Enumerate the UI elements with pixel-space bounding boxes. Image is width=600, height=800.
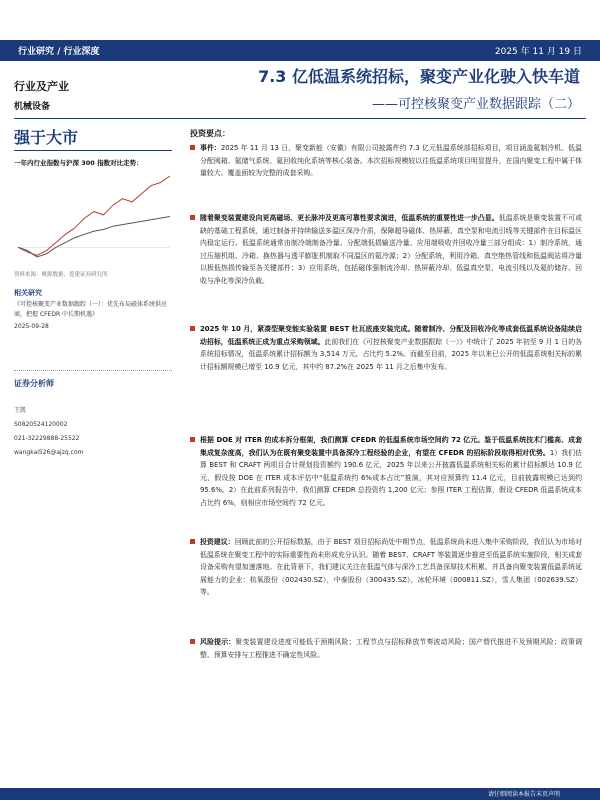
analyst-heading: 证券分析师 bbox=[14, 379, 54, 388]
point-bold: 2025 年 10 月，紧凑型聚变能实验装置 BEST 杜瓦底座安装完成。随着制冷、分配及回收冷化等成套低温系统设备陆续启动招标，低温系统正成为重点采购领域。 bbox=[200, 325, 582, 346]
bullet-icon bbox=[190, 539, 195, 544]
analyst-name: 王凯 bbox=[14, 407, 27, 414]
chart-title: 一年内行业指数与沪深 300 指数对比走势： bbox=[14, 159, 143, 167]
analyst-divider bbox=[14, 370, 172, 371]
footer-disclaimer: 请仔细阅读本报告末页声明 bbox=[487, 791, 560, 798]
header-bar bbox=[0, 40, 600, 61]
report-title: 7.3 亿低温系统招标，聚变产业化驶入快车道 bbox=[258, 67, 580, 86]
point-investment-advice bbox=[190, 536, 582, 599]
series-line-1 bbox=[18, 217, 170, 258]
analyst-cert: S0820524120002 bbox=[14, 421, 68, 428]
point-importance bbox=[190, 212, 582, 287]
point-bold: 根据 DOE 对 ITER 的成本拆分框架，我们测算 CFEDR 的低温系统市场空间约 72 亿元。鉴于低温系统技术门槛高、成套集成复杂度高，我们认为在既有聚变装置中具备深冷工程经验的企业，有望在 CFEDR 的招标阶段取得相对优势。 bbox=[200, 436, 582, 457]
point-text: 此前我们在《可控核聚变产业数据跟踪（一）》中统计了 2025 年初至 9 月 1 日的各系统招标情况，低温系统累计招标额为 3,514 万元，占比约 5.2%。而截至目前，2025 年以来已公开的低温系统相关标的累计招标额规模已增至 10.9 亿元，其中约 87.2%在 2025 年 11 月之后集中发布。 bbox=[200, 337, 582, 371]
title-divider bbox=[14, 118, 586, 119]
sub-industry-label: 机械设备 bbox=[14, 102, 51, 112]
bullet-icon bbox=[190, 326, 195, 331]
bullet-icon bbox=[190, 437, 195, 442]
index-comparison-chart bbox=[14, 170, 174, 265]
point-risk bbox=[190, 636, 582, 661]
point-bold: 随着聚变装置建设向更高磁场、更长脉冲及更高可靠性要求演进，低温系统的重要性进一步凸显。 bbox=[200, 214, 499, 222]
analyst-phone: 021-32229888-25522 bbox=[14, 435, 80, 442]
key-points-heading: 投资要点： bbox=[190, 129, 230, 138]
point-bold: 投资建议： bbox=[200, 538, 235, 546]
point-bold: 风险提示： bbox=[200, 638, 236, 646]
point-text: 2025 年 11 月 13 日，聚变新能（安徽）有限公司披露件约 7.3 亿元低温系统部招标项目，项目涵盖氦制冷机、低温分配阀箱、氦储气系统、氦回收纯化系统等核心装备。本次招标规模较以往低温系统项目明显提升，在国内聚变工程中属于体量较大、覆盖面较为完整的成套采购。 bbox=[200, 144, 583, 177]
related-heading: 相关研究 bbox=[14, 289, 42, 297]
point-best-progress bbox=[190, 323, 582, 373]
bullet-icon bbox=[190, 639, 195, 644]
industry-label: 行业及产业 bbox=[14, 80, 69, 93]
bullet-icon bbox=[190, 215, 195, 220]
report-date: 2025 年 11 月 19 日 bbox=[494, 47, 582, 57]
point-event bbox=[190, 142, 582, 180]
related-report[interactable]: 《可控核聚变产业数据跟踪（一）：优先布局磁体系统供应商，把握 CFEDR 中长期机遇》 bbox=[14, 301, 168, 318]
bullet-icon bbox=[190, 145, 195, 150]
series-line-0 bbox=[18, 176, 170, 255]
related-date: 2025-09-28 bbox=[14, 323, 49, 330]
point-market-size bbox=[190, 434, 582, 509]
rating: 强于大市 bbox=[14, 128, 79, 147]
chart-source: 资料来源：聚源数据，爱建证券研究所 bbox=[14, 272, 108, 278]
point-text: 低温系统是聚变装置不可或缺的基础工程系统，通过制备并持续输送多温区深冷介质，保障超导磁体、热屏蔽、真空泵和电流引线等关键部件在目标温区内稳定运行。低温系统通常由制冷端制备冷量、分配端低损输送冷量、应用端吸收并回收冷量三部分组成：1）制冷系统，通过压缩机组、冷箱、换热器与透平膨胀机制取不同温区的氦冷源；2）分配系统，利用冷箱、真空绝热管线和低温阀站将冷量以极低热损传输至各关键部件；3）应用系统，包括磁体强制流冷却、热屏蔽冷却、低温真空泵、电流引线以及氦的储存、回收与净化等深冷负载。 bbox=[200, 214, 583, 285]
report-type: 行业研究 / 行业深度 bbox=[18, 47, 100, 57]
point-bold: 事件： bbox=[200, 144, 221, 152]
analyst-email[interactable]: wangkai526@ajzq.com bbox=[14, 449, 84, 456]
report-subtitle: ——可控核聚变产业数据跟踪（二） bbox=[371, 97, 580, 112]
point-text: 1）我们估算 BEST 和 CRAFT 两项目合计规划投资额约 190.6 亿元，2025 年以来公开披露低温系统相关标的累计招标额达 10.9 亿元，假设按 DOE 在 ITER 成本评估中“低温系统约 6%成本占比”推演，其对应预算约 11.4 亿元，目前披露规模已达到约 95.6%。2）在此前系列报告中，我们测算 CFEDR 总投资约 1,200 亿元；参照 ITER 工程估算，假设 CFEDR 低温系统成本占比约 6%，则相应市场空间约 72 亿元。 bbox=[200, 448, 582, 507]
point-text: 聚变装置建设进度可能低于预期风险；工程节点与招标释放节奏波动风险；国产替代推进不及预期风险；政策调整、预算安排与工程推进不确定性风险。 bbox=[200, 638, 582, 659]
rating-divider bbox=[14, 150, 172, 151]
point-text: 回顾此前的公开招标数据，由于 BEST 项目招标尚处中期节点，低温系统尚未进入集中采购阶段，我们认为市场对低温系统在聚变工程中的实际重要性尚未形成充分认识。随着 BEST、CRAFT 等装置逐步推进至低温系统实施阶段，相关成套设备采购有望加速落地。在此背景下，我们建议关注在低温气体与深冷工艺具备深厚技术积累、并具备向聚变装置低温系统延展能力的企业：杭氧股份（002430.SZ），中泰股份（300435.SZ），冰轮环境（000811.SZ），雪人集团（002639.SZ）等。 bbox=[200, 538, 582, 596]
